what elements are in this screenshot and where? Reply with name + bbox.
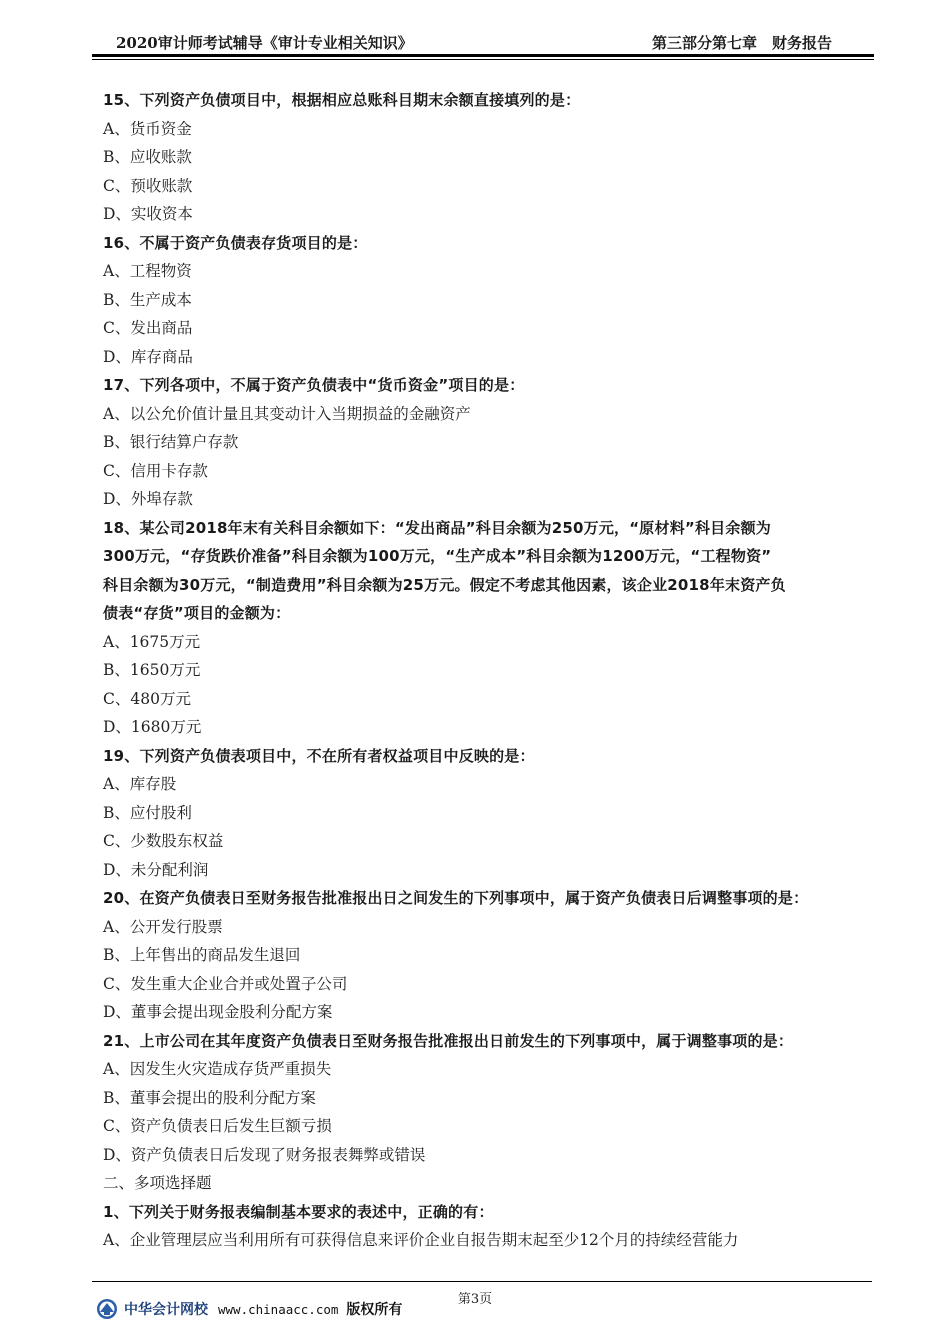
option-b: B、1650万元 bbox=[103, 661, 201, 679]
question-stem: 15、下列资产负债项目中，根据相应总账科目期末余额直接填列的是： bbox=[103, 91, 581, 109]
question-stem-line-3: 科目余额为30万元，“制造费用”科目余额为25万元。假定不考虑其他因素，该企业2018年末资产负 bbox=[103, 575, 786, 594]
option-a: A、企业管理层应当利用所有可获得信息来评价企业自报告期末起至少12个月的持续经营能力 bbox=[103, 1231, 739, 1249]
header-divider-thick bbox=[92, 54, 874, 57]
option-b: B、银行结算户存款 bbox=[103, 433, 239, 451]
multi-question-1 bbox=[103, 1198, 863, 1255]
question-stem: 16、不属于资产负债表存货项目的是： bbox=[103, 233, 368, 252]
header-divider-thin bbox=[92, 59, 874, 60]
option-b: B、应收账款 bbox=[103, 148, 192, 166]
option-d: D、外埠存款 bbox=[103, 490, 193, 508]
option-b: B、应付股利 bbox=[103, 803, 192, 822]
option-c: C、信用卡存款 bbox=[103, 461, 208, 480]
option-a: A、公开发行股票 bbox=[103, 917, 223, 936]
footer-brand bbox=[96, 1296, 402, 1322]
question-stem-line-2: 300万元，“存货跌价准备”科目余额为100万元，“生产成本”科目余额为1200万元，“工程物资” bbox=[103, 547, 772, 565]
footer-divider bbox=[92, 1281, 872, 1282]
option-a: A、工程物资 bbox=[103, 262, 192, 280]
question-16 bbox=[103, 229, 863, 372]
header-book-title: 2020审计师考试辅导《审计专业相关知识》 bbox=[116, 34, 413, 52]
question-stem-line-4: 债表“存货”项目的金额为： bbox=[103, 604, 291, 622]
brand-url[interactable]: www.chinaacc.com bbox=[218, 1301, 339, 1317]
option-c: C、资产负债表日后发生巨额亏损 bbox=[103, 1117, 332, 1135]
question-list bbox=[103, 86, 863, 1255]
copyright-text: 版权所有 bbox=[346, 1302, 403, 1318]
question-15 bbox=[103, 86, 863, 229]
brand-logo-icon bbox=[96, 1298, 118, 1320]
header-chapter-title: 第三部分第七章 财务报告 bbox=[651, 34, 832, 52]
option-b: B、上年售出的商品发生退回 bbox=[103, 946, 301, 964]
question-stem: 19、下列资产负债表项目中，不在所有者权益项目中反映的是： bbox=[103, 746, 535, 765]
option-a: A、货币资金 bbox=[103, 119, 192, 138]
question-stem: 1、下列关于财务报表编制基本要求的表述中，正确的有： bbox=[103, 1202, 494, 1221]
option-a: A、因发生火灾造成存货严重损失 bbox=[103, 1060, 332, 1078]
page-number: 第3页 bbox=[457, 1292, 493, 1307]
option-d: D、库存商品 bbox=[103, 347, 193, 366]
option-d: D、未分配利润 bbox=[103, 860, 209, 879]
option-d: D、资产负债表日后发现了财务报表舞弊或错误 bbox=[103, 1145, 426, 1164]
option-b: B、生产成本 bbox=[103, 290, 192, 309]
question-19 bbox=[103, 742, 863, 885]
option-c: C、少数股东权益 bbox=[103, 832, 224, 850]
option-b: B、董事会提出的股利分配方案 bbox=[103, 1088, 316, 1107]
question-stem-line-1: 18、某公司2018年末有关科目余额如下：“发出商品”科目余额为250万元，“原材料”科目余额为 bbox=[103, 518, 771, 537]
question-stem: 17、下列各项中，不属于资产负债表中“货币资金”项目的是： bbox=[103, 376, 525, 394]
section-title: 二、多项选择题 bbox=[103, 1174, 212, 1192]
page-header bbox=[92, 30, 874, 52]
option-a: A、以公允价值计量且其变动计入当期损益的金融资产 bbox=[103, 404, 471, 423]
question-18 bbox=[103, 514, 863, 742]
option-c: C、发生重大企业合并或处置子公司 bbox=[103, 974, 348, 993]
question-21 bbox=[103, 1027, 863, 1170]
brand-name: 中华会计网校 bbox=[124, 1302, 208, 1318]
option-c: C、预收账款 bbox=[103, 176, 193, 195]
question-stem: 20、在资产负债表日至财务报告批准报出日之间发生的下列事项中，属于资产负债表日后调整事项的是： bbox=[103, 889, 809, 907]
option-d: D、实收资本 bbox=[103, 205, 193, 223]
option-d: D、1680万元 bbox=[103, 718, 202, 736]
option-c: C、480万元 bbox=[103, 689, 191, 708]
option-d: D、董事会提出现金股利分配方案 bbox=[103, 1003, 333, 1021]
question-20 bbox=[103, 884, 863, 1027]
question-stem: 21、上市公司在其年度资产负债表日至财务报告批准报出日前发生的下列事项中，属于调整事项的是： bbox=[103, 1031, 794, 1050]
option-c: C、发出商品 bbox=[103, 319, 193, 337]
option-a: A、1675万元 bbox=[103, 632, 201, 651]
option-a: A、库存股 bbox=[103, 775, 177, 793]
question-17 bbox=[103, 371, 863, 514]
